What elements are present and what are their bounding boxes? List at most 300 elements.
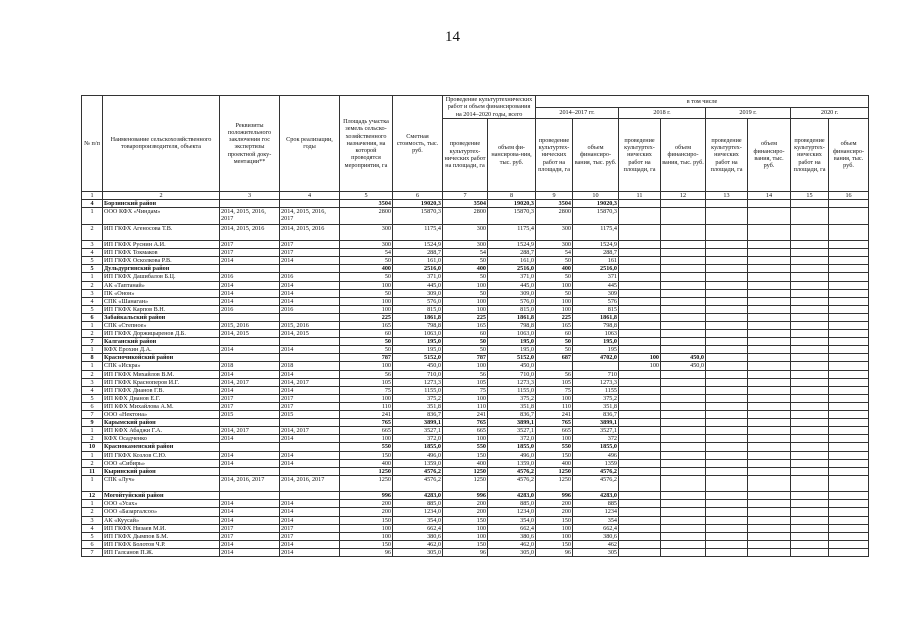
cell-cost: 1861,8 <box>393 313 443 321</box>
cell-total-area: 1250 <box>443 475 488 492</box>
table-row <box>82 508 869 516</box>
cell-2018-area <box>619 451 661 459</box>
cell-total-area: 996 <box>443 492 488 500</box>
cell-2014-2017-area: 400 <box>536 265 573 273</box>
cell-2019-area <box>706 451 748 459</box>
cell-area: 550 <box>340 443 393 451</box>
cell-total-area: 54 <box>443 249 488 257</box>
cell-srok: 2014 <box>280 451 340 459</box>
cell-total-area: 50 <box>443 346 488 354</box>
cell-2019-fin <box>748 459 791 467</box>
table-row <box>82 435 869 443</box>
cell-2020-fin <box>829 402 869 410</box>
cell-rekvizity <box>220 443 280 451</box>
cell-2019-area <box>706 386 748 394</box>
table-row <box>82 322 869 330</box>
cell-name: СПК «Луч» <box>103 475 220 492</box>
cell-2014-2017-fin: 710 <box>573 370 619 378</box>
cell-2018-area <box>619 313 661 321</box>
cell-2019-fin <box>748 394 791 402</box>
cell-2018-area <box>619 443 661 451</box>
header-group: Проведение культуртехнических работ и объем финансирования на 2014–2020 годы, всего <box>443 96 536 119</box>
cell-2020-area <box>791 297 829 305</box>
cell-cost: 4283,0 <box>393 492 443 500</box>
cell-total-area: 3504 <box>443 199 488 207</box>
cell-2019-area <box>706 199 748 207</box>
cell-srok: 2018 <box>280 362 340 370</box>
column-number: 16 <box>829 191 869 199</box>
cell-2018-fin <box>661 273 706 281</box>
cell-2020-fin <box>829 540 869 548</box>
column-number: 10 <box>573 191 619 199</box>
cell-2020-fin <box>829 224 869 241</box>
cell-total-area: 1250 <box>443 467 488 475</box>
cell-2020-area <box>791 451 829 459</box>
cell-2020-area <box>791 322 829 330</box>
cell-cost: 15870,3 <box>393 208 443 225</box>
cell-cost: 1175,4 <box>393 224 443 241</box>
table-row <box>82 402 869 410</box>
cell-2014-2017-fin <box>573 362 619 370</box>
cell-name: ИП ГКФХ Карпов В.Н. <box>103 305 220 313</box>
cell-total-area: 100 <box>443 281 488 289</box>
cell-2014-2017-fin: 885 <box>573 500 619 508</box>
cell-2014-2017-area: 1250 <box>536 467 573 475</box>
cell-area: 165 <box>340 322 393 330</box>
cell-2019-area <box>706 532 748 540</box>
table-row <box>82 273 869 281</box>
cell-2018-area <box>619 427 661 435</box>
table-row <box>82 362 869 370</box>
cell-2018-area <box>619 459 661 467</box>
cell-2014-2017-area: 200 <box>536 508 573 516</box>
cell-total-fin: 496,0 <box>488 451 536 459</box>
cell-name: Дульдургинский район <box>103 265 220 273</box>
cell-area: 110 <box>340 402 393 410</box>
cell-2018-area <box>619 402 661 410</box>
cell-2018-fin <box>661 289 706 297</box>
cell-2014-2017-fin: 1155 <box>573 386 619 394</box>
cell-2018-fin <box>661 199 706 207</box>
cell-2020-fin <box>829 338 869 346</box>
cell-2019-area <box>706 362 748 370</box>
cell-2014-2017-area: 400 <box>536 459 573 467</box>
cell-2019-fin <box>748 467 791 475</box>
cell-2019-area <box>706 208 748 225</box>
cell-2020-fin <box>829 386 869 394</box>
cell-2019-area <box>706 435 748 443</box>
cell-total-fin: 4576,2 <box>488 467 536 475</box>
cell-rekvizity <box>220 492 280 500</box>
cell-total-area: 200 <box>443 508 488 516</box>
cell-srok <box>280 354 340 362</box>
cell-area: 1250 <box>340 467 393 475</box>
cell-2019-fin <box>748 451 791 459</box>
table-row <box>82 427 869 435</box>
cell-2014-2017-fin: 1855,0 <box>573 443 619 451</box>
cell-2019-fin <box>748 297 791 305</box>
cell-srok: 2014 <box>280 540 340 548</box>
cell-2020-fin <box>829 370 869 378</box>
cell-2014-2017-fin: 1861,8 <box>573 313 619 321</box>
cell-2018-area <box>619 370 661 378</box>
cell-num: 11 <box>82 467 103 475</box>
cell-2019-area <box>706 313 748 321</box>
cell-name: СПК «Шанаган» <box>103 297 220 305</box>
cell-rekvizity: 2014 <box>220 459 280 467</box>
header-name: Наименование сельскохозяйственного товаропроизводителя, объекта <box>103 96 220 192</box>
cell-name: Карымский район <box>103 419 220 427</box>
cell-2018-fin <box>661 378 706 386</box>
cell-num: 3 <box>82 289 103 297</box>
column-number: 15 <box>791 191 829 199</box>
cell-area: 50 <box>340 257 393 265</box>
cell-2018-area <box>619 500 661 508</box>
district-row <box>82 354 869 362</box>
cell-2020-fin <box>829 362 869 370</box>
cell-area: 300 <box>340 241 393 249</box>
cell-num: 12 <box>82 492 103 500</box>
cell-total-area: 50 <box>443 289 488 297</box>
cell-2019-fin <box>748 330 791 338</box>
cell-name: КФХ Осадченко <box>103 435 220 443</box>
cell-rekvizity: 2014 <box>220 516 280 524</box>
cell-srok <box>280 419 340 427</box>
cell-2018-fin <box>661 435 706 443</box>
cell-2018-area <box>619 330 661 338</box>
cell-2014-2017-fin: 1063 <box>573 330 619 338</box>
cell-area: 765 <box>340 419 393 427</box>
table-row <box>82 224 869 241</box>
cell-total-fin: 450,0 <box>488 362 536 370</box>
cell-srok: 2014, 2017 <box>280 427 340 435</box>
cell-2019-fin <box>748 540 791 548</box>
cell-total-fin: 1175,4 <box>488 224 536 241</box>
cell-num: 10 <box>82 443 103 451</box>
cell-2014-2017-fin: 576 <box>573 297 619 305</box>
table-row <box>82 500 869 508</box>
table-row <box>82 540 869 548</box>
header-sub-area: проведение культуртех-нических работ на площади, га <box>791 118 829 191</box>
cell-rekvizity: 2014 <box>220 281 280 289</box>
column-number: 6 <box>393 191 443 199</box>
table-row <box>82 241 869 249</box>
cell-cost: 445,0 <box>393 281 443 289</box>
cell-2019-fin <box>748 346 791 354</box>
column-number-row <box>82 191 869 199</box>
column-number: 4 <box>280 191 340 199</box>
cell-2018-fin <box>661 265 706 273</box>
cell-name: Могойтуйский район <box>103 492 220 500</box>
cell-rekvizity: 2017 <box>220 524 280 532</box>
column-number: 7 <box>443 191 488 199</box>
cell-cost: 19020,3 <box>393 199 443 207</box>
cell-rekvizity: 2014, 2017 <box>220 378 280 386</box>
table-row <box>82 548 869 556</box>
cell-2014-2017-area: 241 <box>536 411 573 419</box>
cell-total-fin: 309,0 <box>488 289 536 297</box>
table-row <box>82 378 869 386</box>
district-row <box>82 443 869 451</box>
cell-2019-area <box>706 475 748 492</box>
cell-2014-2017-area: 100 <box>536 435 573 443</box>
cell-area: 1250 <box>340 475 393 492</box>
cell-srok: 2014, 2015 <box>280 330 340 338</box>
cell-total-fin: 15870,3 <box>488 208 536 225</box>
cell-cost: 662,4 <box>393 524 443 532</box>
cell-srok <box>280 265 340 273</box>
cell-area: 225 <box>340 313 393 321</box>
cell-num: 1 <box>82 451 103 459</box>
cell-total-area: 100 <box>443 532 488 540</box>
cell-rekvizity <box>220 467 280 475</box>
cell-2020-fin <box>829 500 869 508</box>
cell-name: ООО «Нектона» <box>103 411 220 419</box>
cell-2020-area <box>791 540 829 548</box>
cell-rekvizity: 2014, 2016, 2017 <box>220 475 280 492</box>
cell-2014-2017-area: 56 <box>536 370 573 378</box>
cell-2020-fin <box>829 313 869 321</box>
cell-2018-area <box>619 241 661 249</box>
cell-2014-2017-area: 150 <box>536 451 573 459</box>
cell-srok <box>280 492 340 500</box>
header-sub-area: проведение культуртех-нических работ на площади, га <box>619 118 661 191</box>
cell-2014-2017-area <box>536 362 573 370</box>
district-row <box>82 199 869 207</box>
cell-srok: 2016 <box>280 273 340 281</box>
column-number: 12 <box>661 191 706 199</box>
cell-total-fin: 195,0 <box>488 346 536 354</box>
cell-cost: 710,0 <box>393 370 443 378</box>
cell-2020-area <box>791 459 829 467</box>
cell-2019-area <box>706 394 748 402</box>
cell-srok: 2014 <box>280 500 340 508</box>
cell-2020-fin <box>829 475 869 492</box>
cell-2018-area <box>619 411 661 419</box>
cell-total-fin: 351,8 <box>488 402 536 410</box>
cell-rekvizity: 2014 <box>220 451 280 459</box>
cell-2019-area <box>706 402 748 410</box>
cell-srok: 2015 <box>280 411 340 419</box>
cell-cost: 450,0 <box>393 362 443 370</box>
cell-2019-area <box>706 354 748 362</box>
cell-2018-area <box>619 435 661 443</box>
cell-total-fin: 1063,0 <box>488 330 536 338</box>
cell-2020-area <box>791 338 829 346</box>
cell-2014-2017-area: 100 <box>536 394 573 402</box>
cell-2018-fin <box>661 394 706 402</box>
cell-cost: 1359,0 <box>393 459 443 467</box>
cell-cost: 1273,3 <box>393 378 443 386</box>
table-row <box>82 208 869 225</box>
cell-num: 5 <box>82 257 103 265</box>
cell-2019-area <box>706 492 748 500</box>
cell-2018-area <box>619 249 661 257</box>
cell-2019-area <box>706 273 748 281</box>
cell-total-area: 100 <box>443 435 488 443</box>
cell-name: ИП ГКФХ Низаев М.И. <box>103 524 220 532</box>
cell-2019-area <box>706 257 748 265</box>
cell-2014-2017-area: 150 <box>536 540 573 548</box>
cell-cost: 1855,0 <box>393 443 443 451</box>
cell-srok: 2014 <box>280 257 340 265</box>
table-row <box>82 411 869 419</box>
cell-2020-fin <box>829 516 869 524</box>
cell-2020-area <box>791 281 829 289</box>
cell-area: 400 <box>340 459 393 467</box>
cell-total-area: 50 <box>443 257 488 265</box>
cell-num: 1 <box>82 427 103 435</box>
cell-2020-fin <box>829 241 869 249</box>
cell-num: 5 <box>82 532 103 540</box>
table-row <box>82 451 869 459</box>
cell-2014-2017-area: 3504 <box>536 199 573 207</box>
cell-2014-2017-area: 300 <box>536 241 573 249</box>
cell-area: 100 <box>340 305 393 313</box>
cell-name: ИП ГКФХ Красноперов И.Г. <box>103 378 220 386</box>
cell-area: 300 <box>340 224 393 241</box>
cell-2019-area <box>706 370 748 378</box>
cell-total-fin: 19020,3 <box>488 199 536 207</box>
cell-2014-2017-fin: 4283,0 <box>573 492 619 500</box>
cell-cost: 4576,2 <box>393 467 443 475</box>
cell-total-fin: 4576,2 <box>488 475 536 492</box>
cell-total-fin: 3899,1 <box>488 419 536 427</box>
cell-2019-area <box>706 540 748 548</box>
cell-2019-area <box>706 338 748 346</box>
cell-2019-fin <box>748 313 791 321</box>
cell-2020-fin <box>829 346 869 354</box>
cell-2018-fin <box>661 313 706 321</box>
cell-2020-fin <box>829 411 869 419</box>
cell-cost: 195,0 <box>393 346 443 354</box>
table-row <box>82 330 869 338</box>
cell-name: ИП ГКФХ Агеносова Т.В. <box>103 224 220 241</box>
cell-name: ИП ГКФХ Осколкова Р.В. <box>103 257 220 265</box>
cell-cost: 288,7 <box>393 249 443 257</box>
cell-2019-fin <box>748 500 791 508</box>
cell-2020-area <box>791 305 829 313</box>
cell-2020-area <box>791 411 829 419</box>
cell-2019-fin <box>748 411 791 419</box>
cell-2018-fin <box>661 411 706 419</box>
cell-2020-fin <box>829 427 869 435</box>
district-row <box>82 265 869 273</box>
cell-num: 1 <box>82 500 103 508</box>
cell-2019-area <box>706 265 748 273</box>
cell-srok: 2014 <box>280 386 340 394</box>
district-row <box>82 313 869 321</box>
cell-name: ПК «Онон» <box>103 289 220 297</box>
cell-2018-area <box>619 289 661 297</box>
cell-cost: 1155,0 <box>393 386 443 394</box>
cell-srok: 2014, 2017 <box>280 378 340 386</box>
cell-cost: 815,0 <box>393 305 443 313</box>
cell-2019-fin <box>748 370 791 378</box>
cell-rekvizity <box>220 419 280 427</box>
cell-rekvizity: 2016 <box>220 273 280 281</box>
cell-2020-area <box>791 313 829 321</box>
cell-2020-fin <box>829 394 869 402</box>
cell-srok: 2014, 2016, 2017 <box>280 475 340 492</box>
cell-2020-fin <box>829 265 869 273</box>
cell-cost: 4576,2 <box>393 475 443 492</box>
cell-num: 4 <box>82 386 103 394</box>
cell-rekvizity: 2017 <box>220 402 280 410</box>
cell-2018-area <box>619 378 661 386</box>
cell-2020-area <box>791 402 829 410</box>
cell-2014-2017-fin: 4576,2 <box>573 467 619 475</box>
cell-srok: 2014 <box>280 281 340 289</box>
cell-2020-area <box>791 265 829 273</box>
cell-2020-fin <box>829 532 869 540</box>
cell-srok <box>280 313 340 321</box>
cell-2018-area <box>619 281 661 289</box>
cell-cost: 371,0 <box>393 273 443 281</box>
cell-2014-2017-fin: 1359 <box>573 459 619 467</box>
cell-name: Кыринский район <box>103 467 220 475</box>
cell-2014-2017-fin: 372 <box>573 435 619 443</box>
cell-2019-fin <box>748 508 791 516</box>
header-group-area: проведение культуртех-нических работ на площади, га <box>443 118 488 191</box>
cell-2014-2017-area: 50 <box>536 273 573 281</box>
cell-2020-fin <box>829 322 869 330</box>
header-sub-fin: объем финансиро-вания, тыс. руб. <box>661 118 706 191</box>
cell-total-fin: 1855,0 <box>488 443 536 451</box>
cell-2014-2017-area: 105 <box>536 378 573 386</box>
cell-total-fin: 1155,0 <box>488 386 536 394</box>
cell-2014-2017-fin: 1175,4 <box>573 224 619 241</box>
cell-2018-fin <box>661 443 706 451</box>
cell-total-fin: 288,7 <box>488 249 536 257</box>
cell-2019-fin <box>748 305 791 313</box>
cell-area: 2800 <box>340 208 393 225</box>
cell-num: 7 <box>82 338 103 346</box>
cell-srok: 2015, 2016 <box>280 322 340 330</box>
cell-area: 50 <box>340 289 393 297</box>
cell-2018-area <box>619 322 661 330</box>
cell-2020-area <box>791 208 829 225</box>
cell-2018-fin <box>661 281 706 289</box>
cell-total-area: 400 <box>443 265 488 273</box>
cell-2019-area <box>706 427 748 435</box>
cell-num: 2 <box>82 508 103 516</box>
cell-2020-area <box>791 516 829 524</box>
cell-num: 5 <box>82 265 103 273</box>
cell-rekvizity <box>220 313 280 321</box>
cell-2014-2017-area: 100 <box>536 281 573 289</box>
cell-total-fin: 5152,0 <box>488 354 536 362</box>
cell-num: 1 <box>82 346 103 354</box>
cell-total-area: 50 <box>443 338 488 346</box>
cell-2020-area <box>791 386 829 394</box>
cell-2019-fin <box>748 362 791 370</box>
cell-2020-area <box>791 257 829 265</box>
cell-2020-fin <box>829 419 869 427</box>
cell-srok <box>280 443 340 451</box>
cell-2018-fin <box>661 297 706 305</box>
cell-area: 787 <box>340 354 393 362</box>
cell-2014-2017-fin: 375,2 <box>573 394 619 402</box>
cell-2018-area <box>619 224 661 241</box>
program-table <box>81 95 869 557</box>
cell-name: Забайкальский район <box>103 313 220 321</box>
cell-num: 5 <box>82 305 103 313</box>
cell-name: ООО «Сибирь» <box>103 459 220 467</box>
cell-rekvizity: 2014, 2015, 2016 <box>220 224 280 241</box>
cell-2018-area <box>619 394 661 402</box>
cell-2019-area <box>706 241 748 249</box>
